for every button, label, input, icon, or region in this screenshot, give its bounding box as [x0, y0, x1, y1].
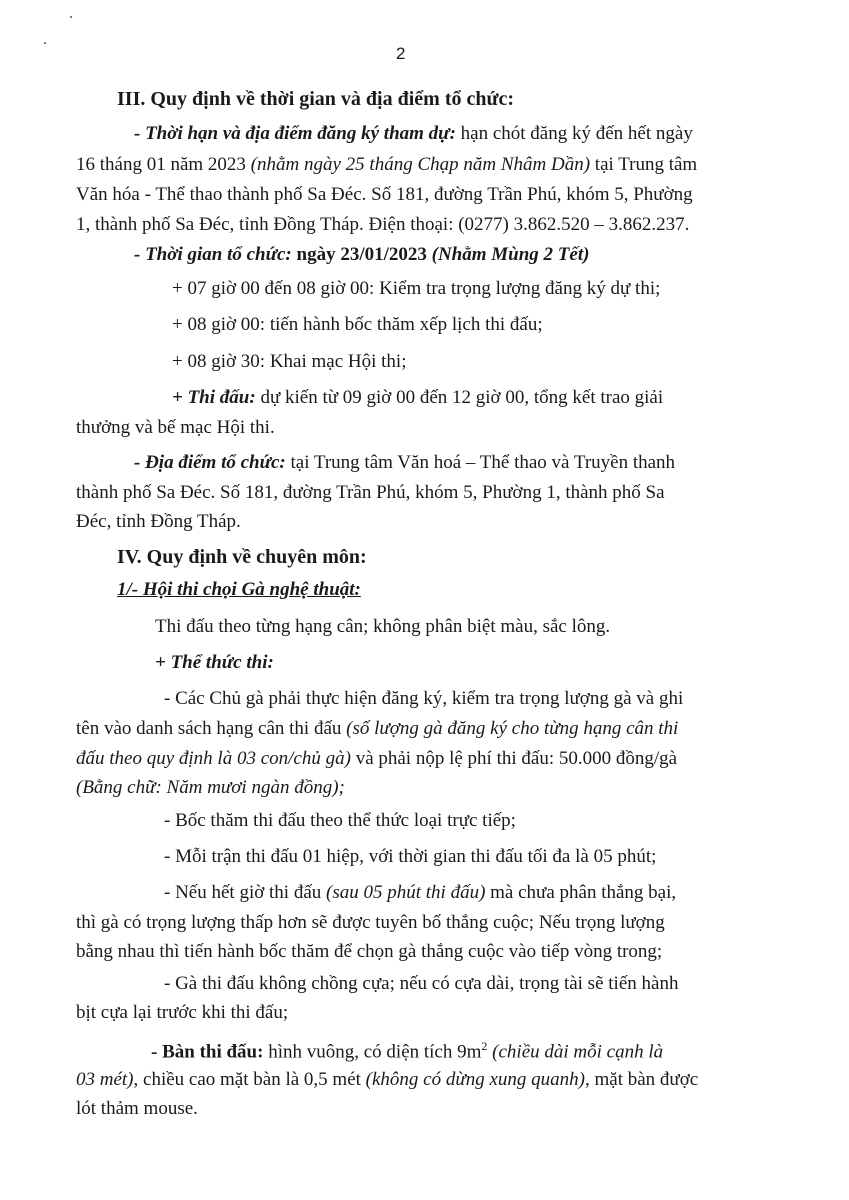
- organize-date-note: (Nhằm Mùng 2 Tết): [431, 244, 590, 265]
- scan-speck: [70, 16, 72, 18]
- table-rule-height: , chiều cao mặt bàn là 0,5 mét: [133, 1069, 366, 1090]
- rule-4-line-3: bằng nhau thì tiến hành bốc thăm để chọn gà thắng cuộc vào tiếp vòng trong;: [76, 941, 663, 962]
- registration-text-2: tại Trung tâm: [590, 154, 698, 175]
- table-rule-area: hình vuông, có diện tích 9m: [263, 1041, 482, 1063]
- registration-line-3: Văn hóa - Thể thao thành phố Sa Đéc. Số 181, đường Trần Phú, khóm 5, Phường: [76, 184, 693, 205]
- venue-line-1: [134, 452, 675, 474]
- rule-4-line-2: thì gà có trọng lượng thấp hơn sẽ được tuyên bố thắng cuộc; Nếu trọng lượng: [76, 912, 665, 933]
- table-rule-line-1: [151, 1039, 663, 1063]
- venue-line-2: thành phố Sa Đéc. Số 181, đường Trần Phú, khóm 5, Phường 1, thành phố Sa: [76, 482, 665, 503]
- rule-2: - Bốc thăm thi đấu theo thể thức loại trực tiếp;: [164, 810, 516, 831]
- scan-speck: [44, 42, 46, 44]
- section-3-heading: III. Quy định về thời gian và địa điểm tổ chức:: [117, 88, 515, 110]
- area-superscript: 2: [481, 1039, 488, 1053]
- rule-4-line-1: [164, 882, 676, 904]
- subsection-1-heading: 1/- Hội thi chọi Gà nghệ thuật:: [117, 579, 361, 600]
- table-rule-dash: -: [151, 1041, 163, 1063]
- registration-line-1: [134, 123, 693, 145]
- rule-5-line-2: bịt cựa lại trước khi thi đấu;: [76, 1002, 289, 1023]
- table-rule-line-2: [76, 1069, 698, 1091]
- rule-1-note-a: (số lượng gà đăng ký cho từng hạng cân thi: [346, 718, 679, 739]
- table-rule-line-3: lót thảm mouse.: [76, 1098, 198, 1119]
- table-rule-note-b: 03 mét): [76, 1069, 134, 1090]
- rule-3: - Mỗi trận thi đấu 01 hiệp, với thời gian thi đấu tối đa là 05 phút;: [164, 846, 657, 867]
- venue-text-1: tại Trung tâm Văn hoá – Thể thao và Truyền thanh: [285, 452, 676, 473]
- table-rule-note-c: (không có dừng xung quanh): [365, 1069, 585, 1090]
- schedule-item-2: + 08 giờ 00: tiến hành bốc thăm xếp lịch thi đấu;: [172, 314, 543, 335]
- rule-4-text: - Nếu hết giờ thi đấu: [164, 882, 327, 903]
- registration-lunar-note: (nhằm ngày 25 tháng Chạp năm Nhâm Dần): [250, 154, 591, 175]
- rule-1-fee: và phải nộp lệ phí thi đấu: 50.000 đồng/gà: [350, 748, 678, 769]
- rule-5-line-1: - Gà thi đấu không chồng cựa; nếu có cựa dài, trọng tài sẽ tiến hành: [164, 973, 679, 994]
- rule-1-line-3: [76, 748, 677, 770]
- venue-label: - Địa điểm tổ chức:: [134, 452, 286, 473]
- registration-line-4: 1, thành phố Sa Đéc, tỉnh Đồng Tháp. Điện thoại: (0277) 3.862.520 – 3.862.237.: [76, 214, 690, 235]
- schedule-item-3: + 08 giờ 30: Khai mạc Hội thi;: [172, 351, 407, 372]
- rule-1-line-1: - Các Chủ gà phải thực hiện đăng ký, kiểm tra trọng lượng gà và ghi: [164, 688, 684, 709]
- rule-1-text: tên vào danh sách hạng cân thi đấu: [76, 718, 347, 739]
- rule-1-note-b: đấu theo quy định là 03 con/chủ gà): [76, 748, 351, 769]
- compete-line-2: thưởng và bế mạc Hội thi.: [76, 417, 275, 438]
- venue-line-3: Đéc, tỉnh Đồng Tháp.: [76, 511, 241, 532]
- compete-text-1: dự kiến từ 09 giờ 00 đến 12 giờ 00, tổng kết trao giải: [255, 387, 664, 408]
- compete-label: + Thi đấu:: [172, 387, 256, 408]
- rule-4-text-2: mà chưa phân thắng bại,: [485, 882, 677, 903]
- table-rule-note-a: (chiều dài mỗi cạnh là: [487, 1041, 664, 1063]
- rule-1-line-4: (Bằng chữ: Năm mươi ngàn đồng);: [76, 777, 345, 798]
- organize-date: ngày 23/01/2023: [291, 244, 432, 265]
- registration-line-2: [76, 154, 697, 176]
- table-rule-label: Bàn thi đấu:: [162, 1041, 264, 1063]
- compete-line-1: [172, 387, 663, 409]
- page-number: 2: [396, 44, 406, 63]
- table-rule-text: , mặt bàn được: [584, 1069, 699, 1090]
- registration-label: - Thời hạn và địa điểm đăng ký tham dự:: [134, 123, 456, 144]
- format-label: + Thể thức thi:: [155, 652, 274, 673]
- section-4-heading: IV. Quy định về chuyên môn:: [117, 546, 367, 568]
- registration-text-1: hạn chót đăng ký đến hết ngày: [455, 123, 693, 144]
- organize-time-line: [134, 244, 589, 266]
- subsection-1-intro: Thi đấu theo từng hạng cân; không phân biệt màu, sắc lông.: [155, 616, 611, 637]
- registration-date: 16 tháng 01 năm 2023: [76, 154, 251, 175]
- rule-1-line-2: [76, 718, 678, 740]
- schedule-item-1: + 07 giờ 00 đến 08 giờ 00: Kiểm tra trọng lượng đăng ký dự thi;: [172, 278, 661, 299]
- organize-time-label: - Thời gian tổ chức:: [134, 244, 292, 265]
- rule-4-note: (sau 05 phút thi đấu): [326, 882, 486, 903]
